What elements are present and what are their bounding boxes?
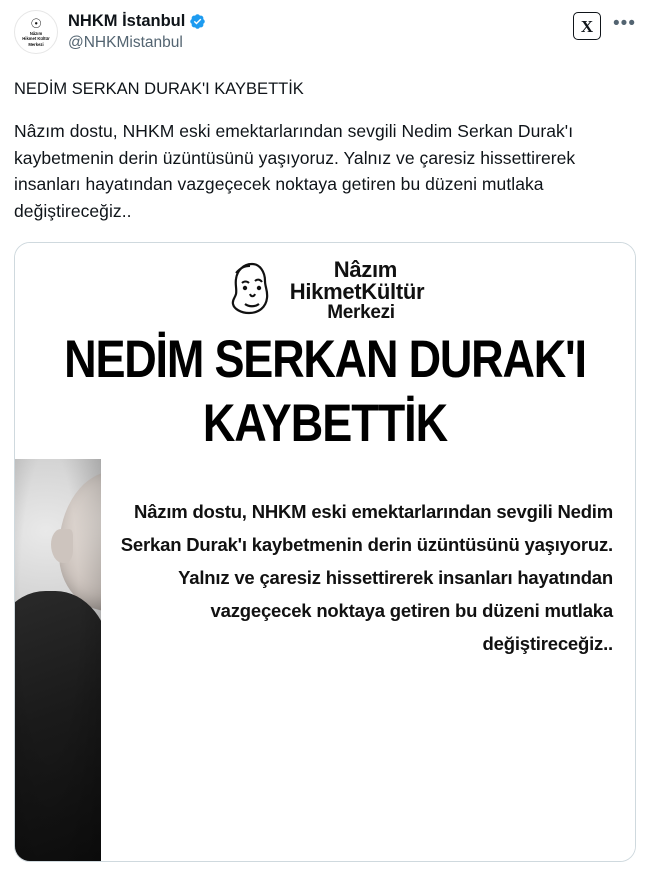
display-name[interactable]: NHKM İstanbul [68,12,186,30]
post-title: NEDİM SERKAN DURAK'I KAYBETTİK [14,80,304,98]
account-names [68,10,563,53]
account-handle[interactable]: @NHKMistanbul [68,34,183,51]
poster-logo [15,243,635,322]
nazim-hikmet-face-icon: ☉ [30,16,42,32]
post-body: Nâzım dostu, NHKM eski emektarlarından sevgili Nedim Serkan Durak'ı kaybetmenin derin üzüntüsünü yaşıyoruz. Yalnız ve çaresiz hissettirerek insanları hayatından vazgeçecek noktaya getiren bu düzeni mutlaka değiştireceğiz.. [14,121,576,221]
logo-line-2: HikmetKültür [289,279,425,304]
x-logo-icon[interactable]: X [573,12,601,40]
poster-logo-text [290,259,425,322]
poster-paragraph: Nâzım dostu, NHKM eski emektarlarından sevgili Nedim Serkan Durak'ı kaybetmenin derin üzüntüsünü yaşıyoruz. Yalnız ve çaresiz hissettirerek insanları hayatından vazgeçecek noktaya getiren bu düzeni mutlaka değiştireceğiz.. [120,501,613,654]
poster-headline-line-1: NEDİM SERKAN DURAK'I [64,328,586,389]
avatar[interactable] [14,10,58,54]
poster-lower-section [15,459,635,861]
poster-headline [15,322,635,453]
avatar-logo [19,17,53,47]
verified-badge-icon [189,13,206,30]
header-actions [573,10,636,40]
more-options-icon[interactable]: ••• [613,12,636,34]
logo-line-3: Merkezi [327,302,395,323]
poster-paragraph-block [101,459,635,861]
logo-line-1: Nâzım [333,257,398,282]
portrait-photo [15,459,101,861]
avatar-logo-text: Nâzım Hikmet Kültür Merkezi [22,31,50,47]
poster-headline-line-2: KAYBETTİK [202,392,448,453]
tweet-header [14,10,636,64]
display-name-row [68,11,563,31]
nazim-hikmet-face-icon [226,261,278,321]
photo-vignette [15,459,101,861]
poster-image [15,243,635,861]
post-image-card[interactable] [14,242,636,862]
